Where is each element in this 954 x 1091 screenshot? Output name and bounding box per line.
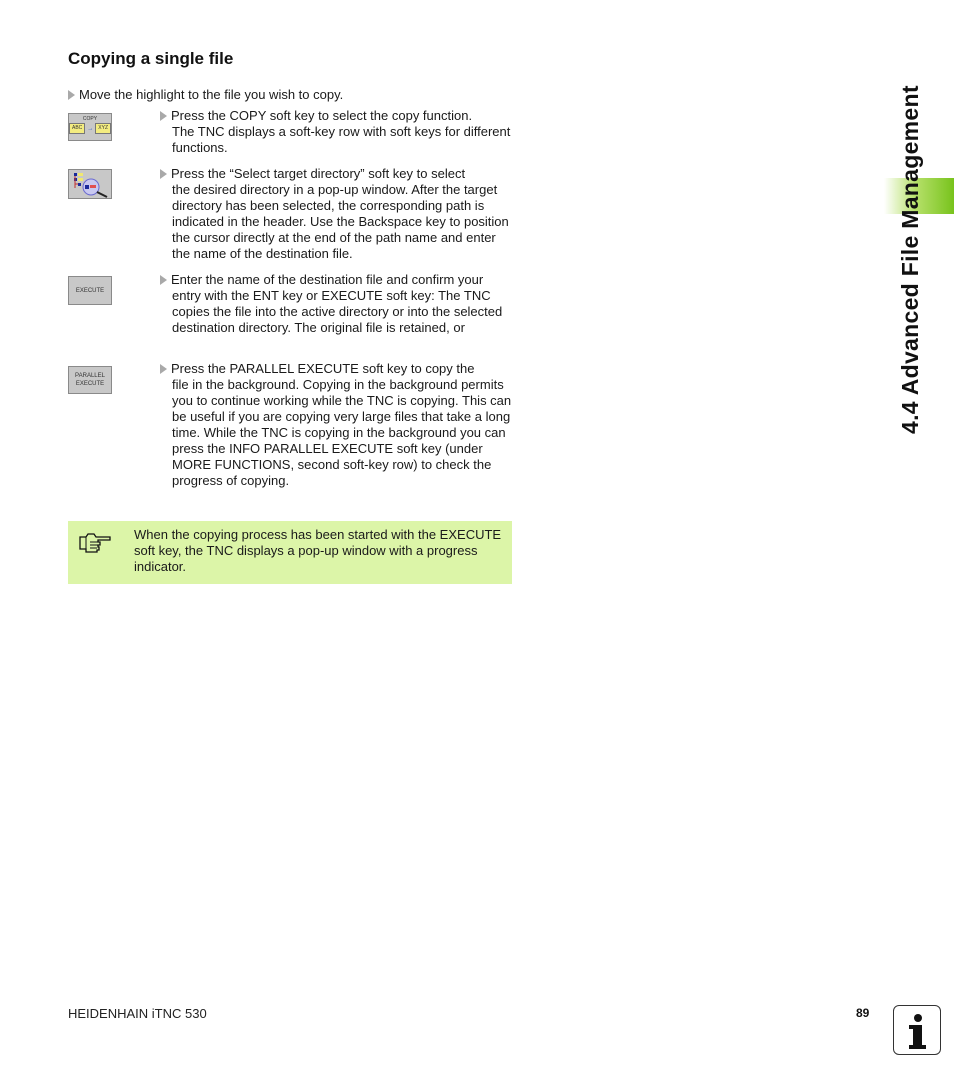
source-file-icon: ABC xyxy=(69,123,85,134)
intro-step-text: Move the highlight to the file you wish to copy. xyxy=(79,87,344,102)
step-first-line: Press the “Select target directory” soft key to select xyxy=(171,166,466,181)
step-first-line: Press the COPY soft key to select the copy function. xyxy=(171,108,473,123)
page-number: 89 xyxy=(856,1006,870,1020)
step-rest: entry with the ENT key or EXECUTE soft key: The TNC copies the file into the active directory or into the selected destination directory. The original file is retained, or xyxy=(172,288,503,335)
parallel-execute-softkey[interactable] xyxy=(68,366,112,394)
note-text: When the copying process has been started with the EXECUTE soft key, the TNC displays a pop-up window with a progress indicator. xyxy=(134,527,502,574)
parallel-execute-label-line1: PARALLEL xyxy=(75,373,105,379)
step-rest: the desired directory in a pop-up window. After the target directory has been selected, the corresponding path is indicated in the header. Use the Backspace key to position the cursor directly at the end of the path name and enter the name of the destination file. xyxy=(172,182,509,261)
step-arrow-icon xyxy=(68,90,75,100)
parallel-execute-label-line2: EXECUTE xyxy=(75,381,105,387)
step-rest: The TNC displays a soft-key row with soft keys for different functions. xyxy=(172,124,511,155)
info-glyph xyxy=(894,1006,940,1054)
step-first-line: Enter the name of the destination file and confirm your xyxy=(171,272,484,287)
step-arrow-icon xyxy=(160,169,167,179)
intro-step xyxy=(68,87,343,103)
step-parallel-execute xyxy=(160,361,515,489)
section-title: Copying a single file xyxy=(68,49,234,68)
copy-softkey-label: COPY xyxy=(82,116,98,122)
step-select-target-directory xyxy=(160,166,515,262)
select-target-directory-icon xyxy=(69,170,111,198)
step-arrow-icon xyxy=(160,364,167,374)
pointing-hand-icon xyxy=(78,531,112,555)
target-file-icon: XYZ xyxy=(95,123,111,134)
step-arrow-icon xyxy=(160,111,167,121)
execute-softkey-label: EXECUTE xyxy=(75,287,105,294)
copy-softkey[interactable] xyxy=(68,113,112,141)
arrow-right-icon: → xyxy=(87,125,94,132)
step-copy xyxy=(160,108,515,156)
note-box xyxy=(68,521,512,584)
step-first-line: Press the PARALLEL EXECUTE soft key to copy the xyxy=(171,361,475,376)
step-execute xyxy=(160,272,515,336)
select-target-directory-softkey[interactable] xyxy=(68,169,112,199)
step-arrow-icon xyxy=(160,275,167,285)
chapter-side-title: 4.4 Advanced File Management xyxy=(897,85,923,434)
footer-product: HEIDENHAIN iTNC 530 xyxy=(68,1006,207,1021)
execute-softkey[interactable] xyxy=(68,276,112,305)
info-icon xyxy=(893,1005,941,1055)
step-rest: file in the background. Copying in the background permits you to continue working while the TNC is copying. This can be useful if you are copying very large files that take a long time. While the TNC is copying in the background you can press the INFO PARALLEL EXECUTE soft key (under MORE FUNCTIONS, second soft-key row) to check the progress of copying. xyxy=(172,377,512,488)
